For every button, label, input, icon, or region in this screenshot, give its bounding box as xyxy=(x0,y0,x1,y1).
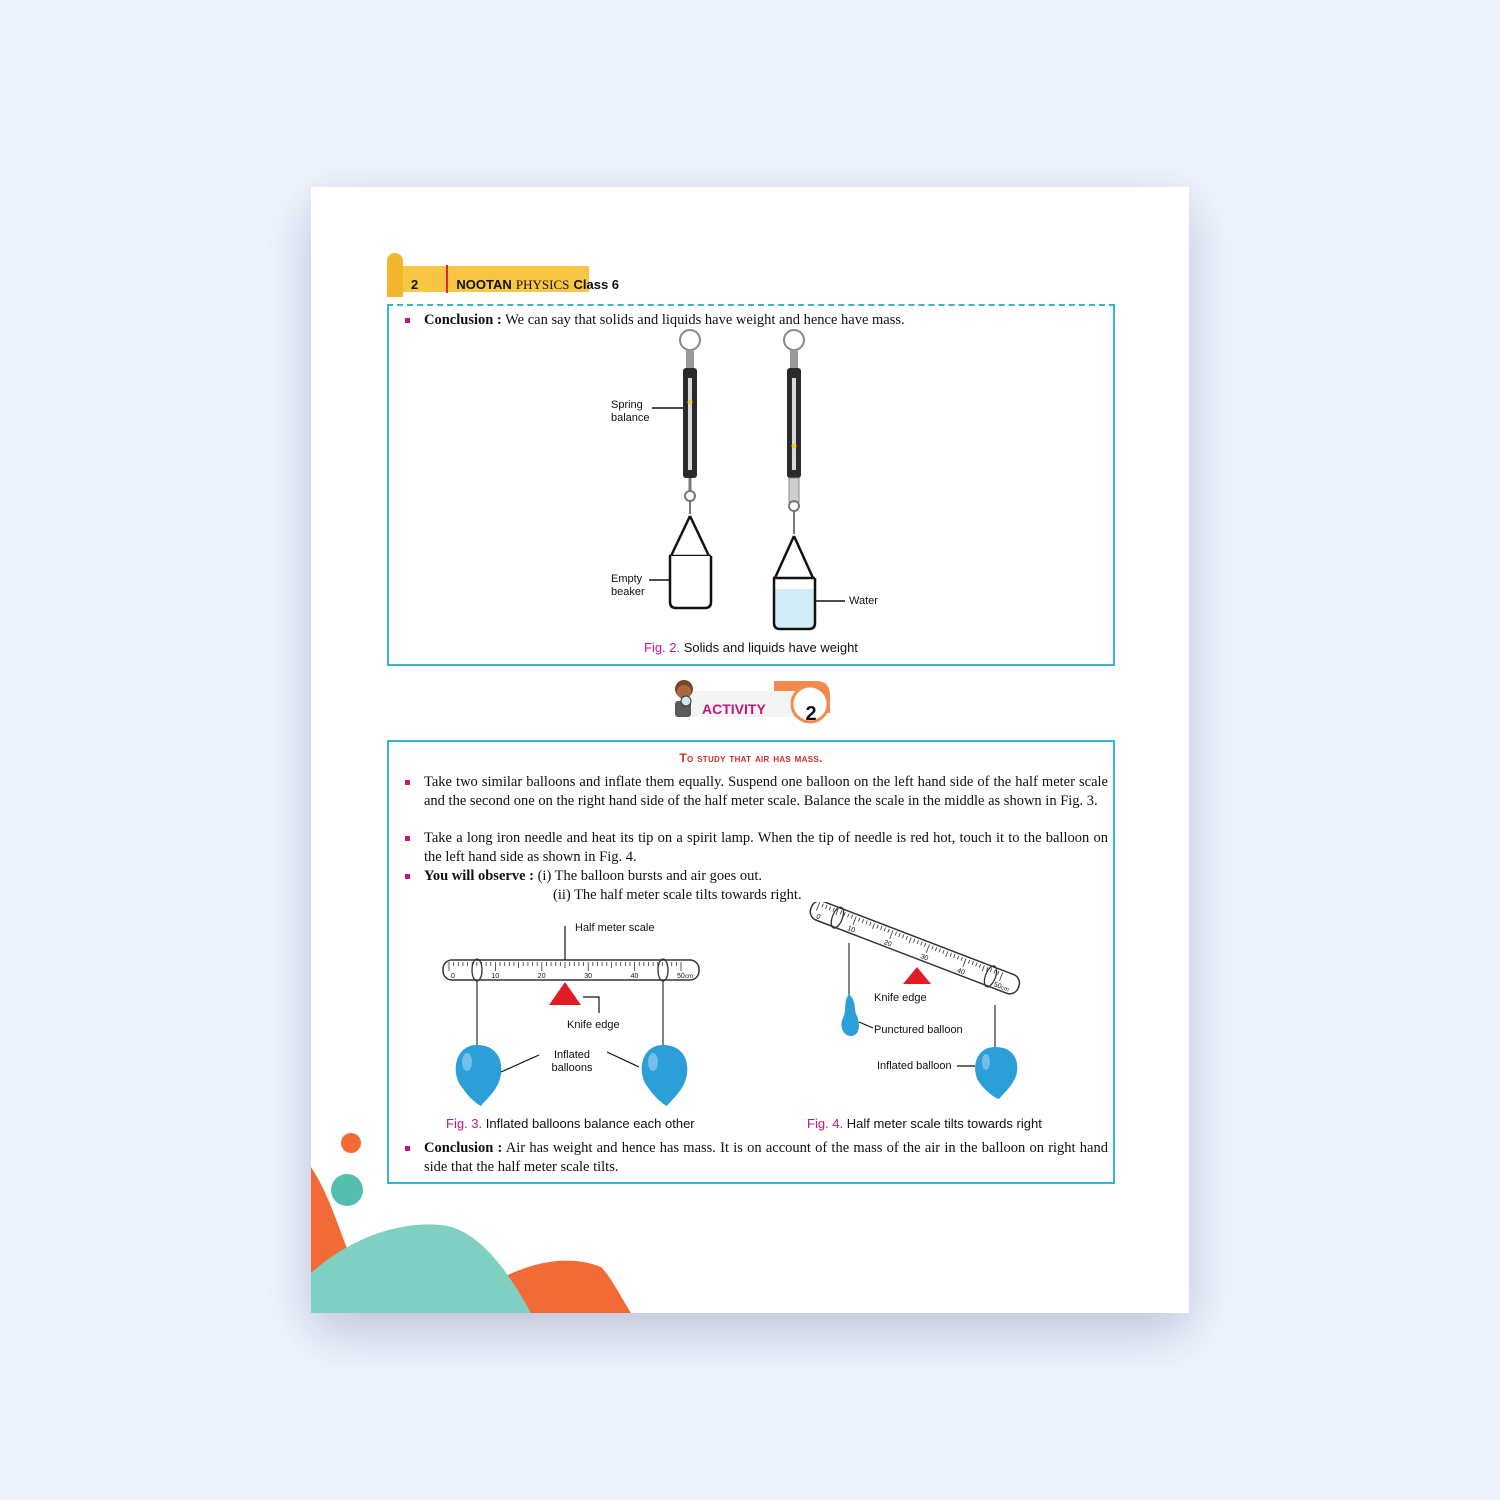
ruler-tick-label: 40 xyxy=(955,967,966,977)
subject-name: PHYSICS xyxy=(515,277,570,292)
ruler-tick-label: 50 xyxy=(992,981,1003,991)
label-half-meter-scale: Half meter scale xyxy=(575,922,655,934)
fig3-right-balloon xyxy=(642,1045,687,1106)
class-name: Class 6 xyxy=(573,277,620,292)
bullet-icon xyxy=(405,780,410,785)
activity-number: 2 xyxy=(805,703,817,725)
fig3-knife-edge xyxy=(549,982,581,1005)
conclusion-text: Air has weight and hence has mass. It is on account of the mass of the air in the balloon on right hand side that the half meter scale tilts. xyxy=(424,1140,1108,1175)
activity-box xyxy=(387,740,1115,1184)
ruler-tick-label: 0 xyxy=(815,913,822,922)
observe-item-2: (ii) The half meter scale tilts towards right. xyxy=(553,887,802,903)
fig3-caption-text: Inflated balloons balance each other xyxy=(485,1116,695,1131)
decorative-waves xyxy=(311,1127,1189,1313)
fig4-caption-number: Fig. 4. xyxy=(807,1116,844,1131)
activity-title: To study that air has mass. xyxy=(679,751,823,765)
ruler-tick-label: 50 xyxy=(677,973,685,980)
label-inflated-balloon: Inflated balloon xyxy=(877,1060,952,1072)
observe-item-1: (i) The balloon bursts and air goes out. xyxy=(537,868,763,884)
fig4-punctured-balloon xyxy=(841,994,859,1036)
fig4-inflated-balloon xyxy=(975,1047,1017,1099)
left-spring-balance xyxy=(649,330,711,608)
ruler-tick-label: 0 xyxy=(451,973,455,980)
conclusion-text: We can say that solids and liquids have weight and hence have mass. xyxy=(505,312,905,328)
ruler-tick-label: 10 xyxy=(491,973,500,980)
header-tab xyxy=(387,253,403,297)
instruction-1: Take two similar balloons and inflate them equally. Suspend one balloon on the left hand side of the half meter scale and the second one on the right hand side of the half meter scale. Balance the scale in the middle as shown in Fig. 3. xyxy=(424,774,1108,809)
ruler-tick-label: 20 xyxy=(882,939,893,949)
fig4-tilted-scale xyxy=(809,902,1109,1112)
fig3-caption-number: Fig. 3. xyxy=(446,1116,483,1131)
fig3-left-balloon xyxy=(456,1045,501,1106)
ruler-unit-label: cm xyxy=(685,974,693,980)
fig3-scale xyxy=(443,959,699,981)
label-empty-beaker: Empty beaker xyxy=(611,573,645,598)
fig2-box xyxy=(387,304,1115,666)
bullet-icon xyxy=(405,836,410,841)
right-spring-balance xyxy=(773,330,845,629)
label-water: Water xyxy=(849,595,878,607)
ruler-tick-label: 10 xyxy=(846,925,856,935)
observe-label: You will observe : xyxy=(424,868,534,884)
textbook-page xyxy=(311,187,1189,1313)
fig3-balanced-scale xyxy=(389,912,749,1112)
ruler-tick-label: 20 xyxy=(537,973,546,980)
activity-label: ACTIVITY xyxy=(702,701,766,717)
running-header xyxy=(411,277,619,293)
label-knife-edge-fig3: Knife edge xyxy=(567,1019,620,1031)
label-knife-edge-fig4: Knife edge xyxy=(874,992,927,1004)
ruler-tick-label: 40 xyxy=(630,973,639,980)
ruler-tick-label: 30 xyxy=(919,953,930,963)
fig4-knife-edge xyxy=(903,967,931,984)
conclusion-label: Conclusion : xyxy=(424,312,502,328)
label-inflated-balloons: Inflated balloons xyxy=(551,1049,593,1074)
fig2-caption-text: Solids and liquids have weight xyxy=(683,640,858,655)
label-spring-balance: Spring balance xyxy=(611,399,650,424)
bullet-icon xyxy=(405,874,410,879)
ruler-unit-label: cm xyxy=(999,985,1010,994)
instruction-2: Take a long iron needle and heat its tip on a spirit lamp. When the tip of needle is red hot, touch it to the balloon on the left hand side as shown in Fig. 4. xyxy=(424,830,1108,865)
page-number: 2 xyxy=(411,277,419,292)
conclusion-label: Conclusion : xyxy=(424,1140,503,1156)
observe-line xyxy=(424,867,1108,886)
fig4-caption-text: Half meter scale tilts towards right xyxy=(846,1116,1042,1131)
brand-name: NOOTAN xyxy=(456,277,512,292)
fig2-spring-balances xyxy=(389,306,1113,664)
fig2-caption-number: Fig. 2. xyxy=(644,640,681,655)
fig2-caption xyxy=(644,640,858,655)
label-punctured-balloon: Punctured balloon xyxy=(874,1024,963,1036)
ruler-tick-label: 30 xyxy=(584,973,592,980)
